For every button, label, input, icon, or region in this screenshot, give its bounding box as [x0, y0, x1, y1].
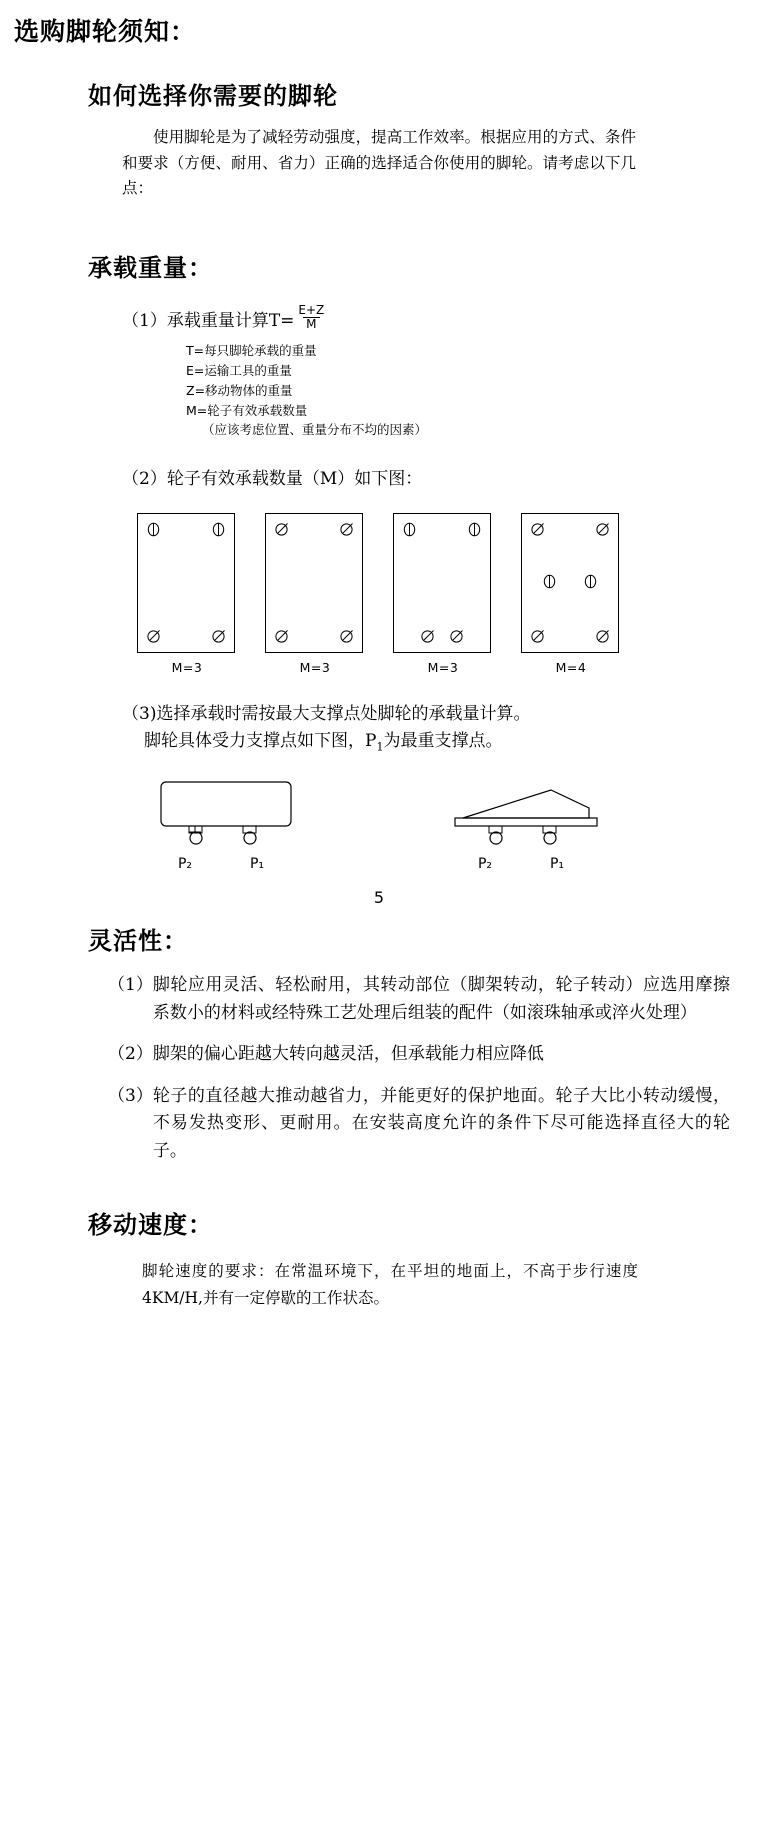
caster-icon: [339, 629, 354, 644]
pallet-caption: M=3: [427, 660, 459, 676]
pallet-caption: M=3: [171, 660, 203, 676]
pallet-diagram-1: [137, 513, 237, 675]
support-diagram-1: [139, 778, 319, 872]
load-item3-line2: [144, 728, 736, 756]
pallet-outline-3: [393, 513, 491, 653]
definition-z: Z=移动物体的重量: [186, 382, 293, 398]
caster-icon: [146, 629, 161, 644]
list-item-text: 轮子的直径越大推动越省力，并能更好的保护地面。轮子大比小转动缓慢，不易发热变形、更耐用。在安装高度允许的条件下尽可能选择直径大的轮子。: [152, 1085, 730, 1161]
load-item2-label: （2）轮子有效承载数量（M）如下图：: [122, 469, 423, 490]
list-item: [108, 1041, 730, 1069]
caster-icon: [530, 629, 545, 644]
caster-icon: [339, 522, 354, 537]
definition-e: E=运输工具的重量: [186, 363, 292, 379]
list-item-marker: （3）: [108, 1085, 153, 1106]
pallet-caption: M=3: [299, 660, 331, 676]
pallet-outline-1: [137, 513, 235, 653]
load-item3-line1: （3)选择承载时需按最大支撑点处脚轮的承载量计算。: [122, 704, 531, 725]
caster-icon: [595, 629, 610, 644]
section-heading-speed: 移动速度：: [88, 1210, 213, 1240]
list-item-text: 脚轮应用灵活、轻松耐用，其转动部位（脚架转动，轮子转动）应选用摩擦系数小的材料或经特殊工艺处理后组装的配件（如滚珠轴承或淬火处理）: [152, 975, 730, 1023]
list-item: [108, 1083, 730, 1166]
load-formula-label: （1）承载重量计算T=: [122, 311, 295, 332]
pallet-diagram-3: [393, 513, 493, 675]
pallet-outline-2: [265, 513, 363, 653]
document-page: [0, 12, 758, 1826]
caster-icon: [595, 522, 610, 537]
section-heading-howto: 如何选择你需要的脚轮: [88, 81, 338, 110]
list-item: [108, 972, 730, 1027]
load-item3: [122, 701, 736, 756]
pallet-diagram-group: [0, 513, 758, 675]
support-label-p2: P₂: [177, 856, 193, 873]
caster-icon: [274, 629, 289, 644]
support-label-p1: P₁: [549, 856, 565, 873]
list-item-marker: （1）: [108, 975, 153, 996]
pallet-diagram-4: [521, 513, 621, 675]
load-item3-line2-a: 脚轮具体受力支撑点如下图，P: [144, 731, 377, 752]
caster-icon: [530, 522, 545, 537]
support-labels-2: [439, 856, 619, 872]
caster-icon: [467, 522, 482, 537]
support-diagram-2: [439, 778, 619, 872]
caster-icon: [211, 522, 226, 537]
load-formula-line: [122, 302, 758, 334]
formula-definitions: [186, 341, 758, 440]
caster-icon: [449, 629, 464, 644]
caster-icon: [402, 522, 417, 537]
load-item3-subscript: 1: [376, 740, 384, 754]
support-label-p1: P₁: [249, 856, 265, 873]
flexibility-list: [108, 972, 730, 1165]
definition-m: M=轮子有效承载数量: [186, 402, 308, 418]
section-heading-flexibility: 灵活性：: [88, 926, 188, 956]
load-item3-line2-b: 为最重支撑点。: [383, 731, 503, 752]
support-labels-1: [139, 856, 319, 872]
support-diagram-group: [0, 778, 758, 872]
caster-icon: [146, 522, 161, 537]
support-diagram-2-svg: [439, 778, 619, 850]
intro-paragraph: 使用脚轮是为了减轻劳动强度，提高工作效率。根据应用的方式、条件和要求（方便、耐用、省力）正确的选择适合你使用的脚轮。请考虑以下几点：: [122, 128, 636, 198]
caster-icon: [583, 574, 598, 589]
page-number: 5: [373, 888, 385, 908]
speed-paragraph: 脚轮速度的要求：在常温环境下，在平坦的地面上，不高于步行速度4KM/H,并有一定停歇的工作状态。: [142, 1262, 638, 1308]
caster-icon: [274, 522, 289, 537]
section-heading-load: 承载重量：: [88, 252, 213, 282]
pallet-diagram-2: [265, 513, 365, 675]
caster-icon: [420, 629, 435, 644]
list-item-marker: （2）: [108, 1044, 153, 1065]
fraction-numerator: E+Z: [298, 302, 325, 317]
load-formula-fraction: [295, 304, 327, 333]
pallet-caption: M=4: [555, 660, 587, 676]
list-item-text: 脚架的偏心距越大转向越灵活，但承载能力相应降低: [152, 1044, 544, 1065]
definition-t: T=每只脚轮承载的重量: [186, 343, 317, 359]
pallet-outline-4: [521, 513, 619, 653]
caster-icon: [211, 629, 226, 644]
fraction-denominator: M: [303, 317, 319, 332]
caster-icon: [542, 574, 557, 589]
support-diagram-1-svg: [139, 778, 319, 850]
support-label-p2: P₂: [477, 856, 493, 873]
page-title: 选购脚轮须知：: [14, 17, 197, 46]
definition-note: （应该考虑位置、重量分布不均的因素）: [202, 422, 428, 438]
